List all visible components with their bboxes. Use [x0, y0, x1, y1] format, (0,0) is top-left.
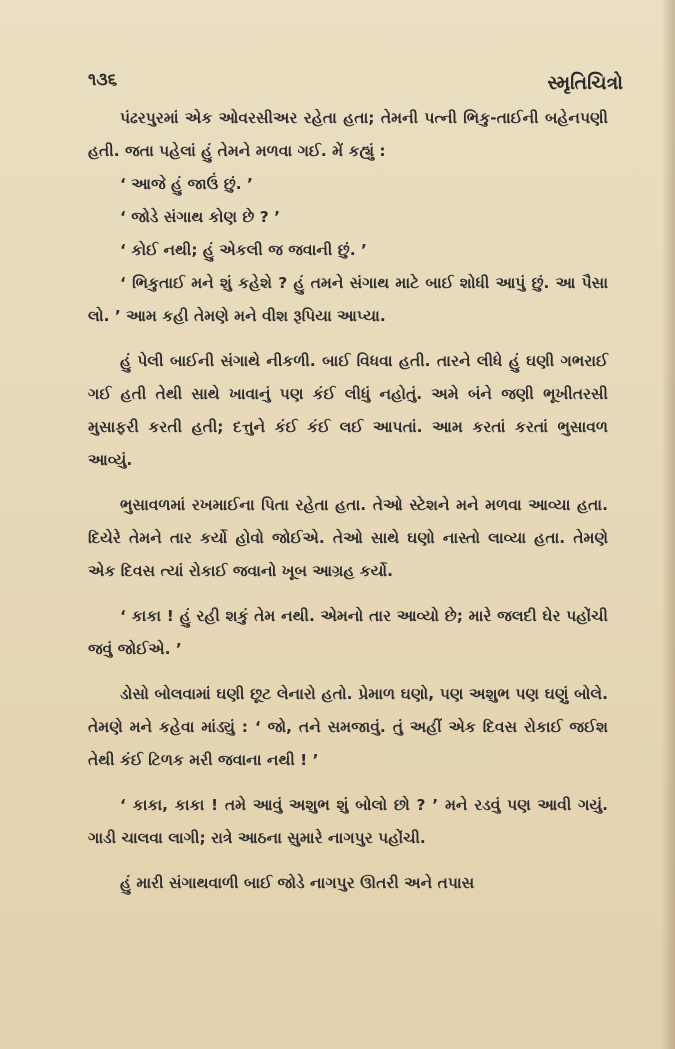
paragraph: પંઢરપુરમાં એક ઓવરસીઅર રહેતા હતા; તેમની પત્ની ભિકુ-તાઈની બહેનપણી હતી. જતા પહેલાં હું તેમને મળવા ગઈ. મેં કહ્યું : [88, 109, 608, 160]
paragraph: ‘ ભિકુતાઈ મને શું કહેશે ? હું તમને સંગાથ માટે બાઈ શોધી આપું છું. આ પૈસા લો. ’ આમ કહી તેમણે મને વીશ રૂપિયા આપ્યા. [88, 274, 608, 325]
page-number: ૧૩૬ [88, 70, 118, 90]
page-header [88, 70, 623, 100]
paragraph: હું પેલી બાઈની સંગાથે નીકળી. બાઈ વિધવા હતી. તારને લીધે હું ઘણી ગભરાઈ ગઈ હતી તેથી સાથે ખાવાનું પણ કંઈ લીધું નહોતું. અમે બંને જણી ભૂખીતરસી મુસાફરી કરતી હતી; દત્તુને કંઈ કંઈ લઈ આપતાં. આમ કરતાં કરતાં ભુસાવળ આવ્યું. [88, 352, 608, 469]
dialogue-line: ‘ આજે હું જાઉં છું. ’ [120, 175, 253, 193]
body-text [88, 102, 608, 900]
running-head: સ્મૃતિચિત્રો [547, 72, 623, 94]
dialogue-line: ‘ જોડે સંગાથ કોણ છે ? ’ [120, 208, 281, 226]
paragraph: ડોસો બોલવામાં ઘણી છૂટ લેનારો હતો. પ્રેમાળ ઘણો, પણ અશુભ પણ ઘણું બોલે. તેમણે મને કહેવા માંડ્યું : ‘ જો, તને સમજાવું. તું અહીં એક દિવસ રોકાઈ જઈશ તેથી કંઈ ટિળક મરી જવાના નથી ! ’ [88, 685, 608, 769]
paragraph: ભુસાવળમાં રખમાઈના પિતા રહેતા હતા. તેઓ સ્ટેશને મને મળવા આવ્યા હતા. દિયેરે તેમને તાર કર્યો હોવો જોઈએ. તેઓ સાથે ઘણો નાસ્તો લાવ્યા હતા. તેમણે એક દિવસ ત્યાં રોકાઈ જવાનો ખૂબ આગ્રહ કર્યો. [88, 496, 608, 580]
paragraph: હું મારી સંગાથવાળી બાઈ જોડે નાગપુર ઊતરી અને તપાસ [120, 874, 475, 892]
paragraph: ‘ કાકા, કાકા ! તમે આવું અશુભ શું બોલો છો ? ’ મને રડવું પણ આવી ગયું. ગાડી ચાલવા લાગી; રાત્રે આઠના સુમારે નાગપુર પહોંચી. [88, 796, 608, 847]
paragraph: ‘ કાકા ! હું રહી શકું તેમ નથી. એમનો તાર આવ્યો છે; મારે જલદી ઘેર પહોંચી જવું જોઈએ. ’ [88, 607, 608, 658]
dialogue-line: ‘ કોઈ નથી; હું એકલી જ જવાની છું. ’ [120, 241, 367, 259]
